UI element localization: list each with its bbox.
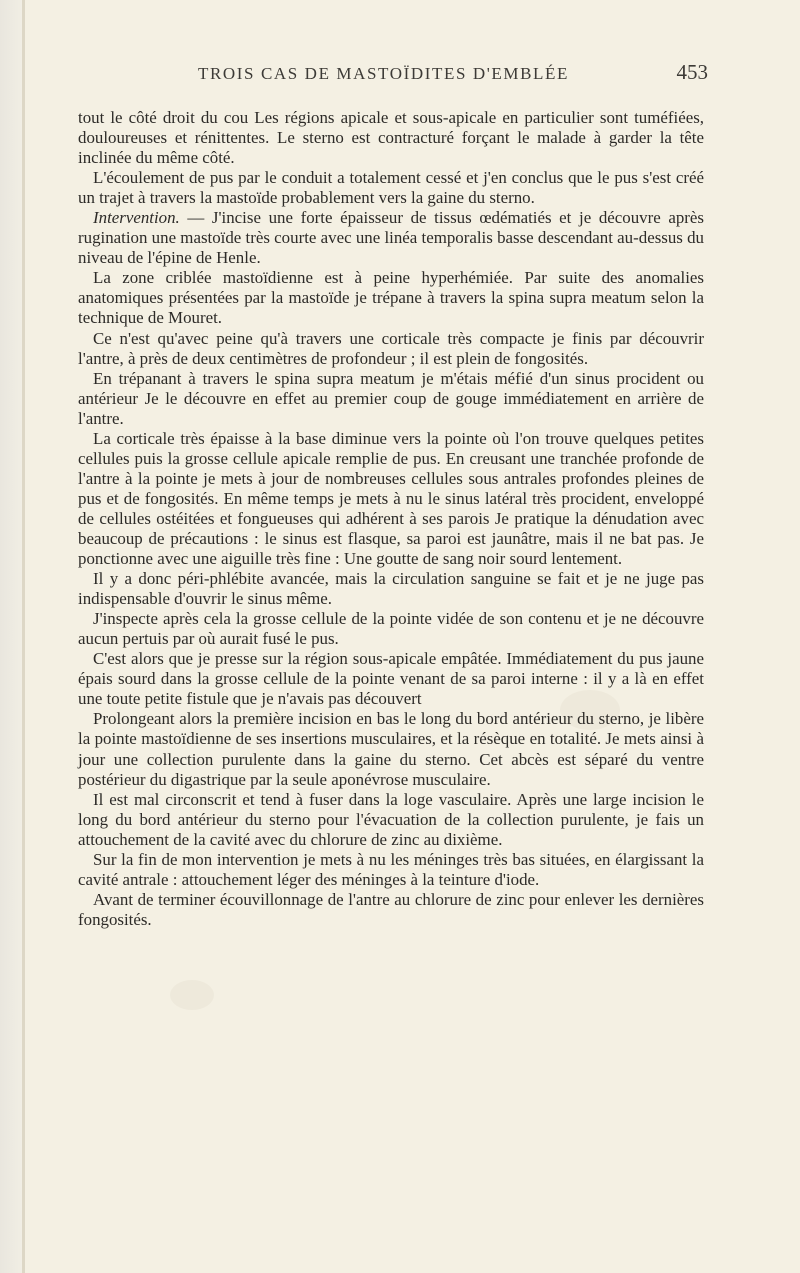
paragraph: C'est alors que je presse sur la région sous-apicale empâtée. Immédiatement du pus jaune épais sourd dans la grosse cellule de la pointe venant de sa paroi interne : il y a là en effet une toute petite fistule que je n'avais pas découvert <box>78 649 704 709</box>
running-head: TROIS CAS DE MASTOÏDITES D'EMBLÉE <box>198 64 570 83</box>
page-edge-shadow <box>22 0 25 1273</box>
paragraph: Avant de terminer écouvillonnage de l'antre au chlorure de zinc pour enlever les dernières fongosités. <box>78 889 704 929</box>
paragraph: Prolongeant alors la première incision en bas le long du bord antérieur du sterno, je libère la pointe mastoïdienne de ses insertions musculaires, et la résèque en totalité. Je mets ainsi à jour une collection purulente dans la gaine du sterno. Cet abcès est séparé du ventre postérieur du digastrique par la seule aponévrose musculaire. <box>78 709 704 789</box>
paragraph: Il est mal circonscrit et tend à fuser dans la loge vasculaire. Après une large incision le long du bord antérieur du sterno pour l'évacuation de la collection purulente, je fais un attouchement de la cavité avec du chlorure de zinc au dixième. <box>78 789 704 849</box>
page-margin-strip <box>0 0 22 1273</box>
paragraph: Il y a donc péri-phlébite avancée, mais la circulation sanguine se fait et je ne juge pas indispensable d'ouvrir le sinus même. <box>78 569 704 609</box>
paragraph: La zone criblée mastoïdienne est à peine hyperhémiée. Par suite des anomalies anatomiques présentées par la mastoïde je trépane à travers la spina supra meatum selon la technique de Mouret. <box>78 268 704 328</box>
paragraph: tout le côté droit du cou Les régions apicale et sous-apicale en particulier sont tuméfiées, douloureuses et rénittentes. Le sterno est contracturé forçant le malade à garder la tête inclinée du même côté. <box>78 108 704 168</box>
paragraph-text: — J'incise une forte épaisseur de tissus œdématiés et je découvre après rugination une mastoïde très courte avec une linéa temporalis basse descendant au-dessus du niveau de l'épine de Henle. <box>78 208 704 268</box>
section-lead: Intervention. <box>93 208 180 228</box>
paragraph: Sur la fin de mon intervention je mets à nu les méninges très bas situées, en élargissant la cavité antrale : attouchement léger des méninges à la teinture d'iode. <box>78 849 704 889</box>
paragraph: L'écoulement de pus par le conduit a totalement cessé et j'en conclus que le pus s'est créé un trajet à travers la mastoïde probablement vers la gaine du sterno. <box>78 168 704 208</box>
paragraph: En trépanant à travers le spina supra meatum je m'étais méfié d'un sinus procident ou antérieur Je le découvre en effet au premier coup de gouge immédiatement en arrière de l'antre. <box>78 368 704 428</box>
paragraph: Ce n'est qu'avec peine qu'à travers une corticale très compacte je finis par découvrir l'antre, à près de deux centimètres de profondeur ; il est plein de fongosités. <box>78 328 704 368</box>
body-text <box>78 108 704 930</box>
page-header <box>78 58 710 90</box>
paragraph <box>78 208 704 268</box>
page-number: 453 <box>676 60 708 84</box>
paper-stain <box>170 980 214 1010</box>
paragraph: J'inspecte après cela la grosse cellule de la pointe vidée de son contenu et je ne découvre aucun pertuis par où aurait fusé le pus. <box>78 609 704 649</box>
paragraph: La corticale très épaisse à la base diminue vers la pointe où l'on trouve quelques petites cellules puis la grosse cellule apicale remplie de pus. En creusant une tranchée profonde de l'antre à la pointe je mets à jour de nombreuses cellules sous antrales profondes pleines de pus et de fongosités. En même temps je mets à nu le sinus latéral très procident, enveloppé de cellules ostéitées et fongueuses qui adhérent à ses parois Je pratique la dénudation avec beaucoup de précautions : le sinus est flasque, sa paroi est jaunâtre, mais il ne bat pas. Je ponctionne avec une aiguille très fine : Une goutte de sang noir sourd lentement. <box>78 428 704 569</box>
